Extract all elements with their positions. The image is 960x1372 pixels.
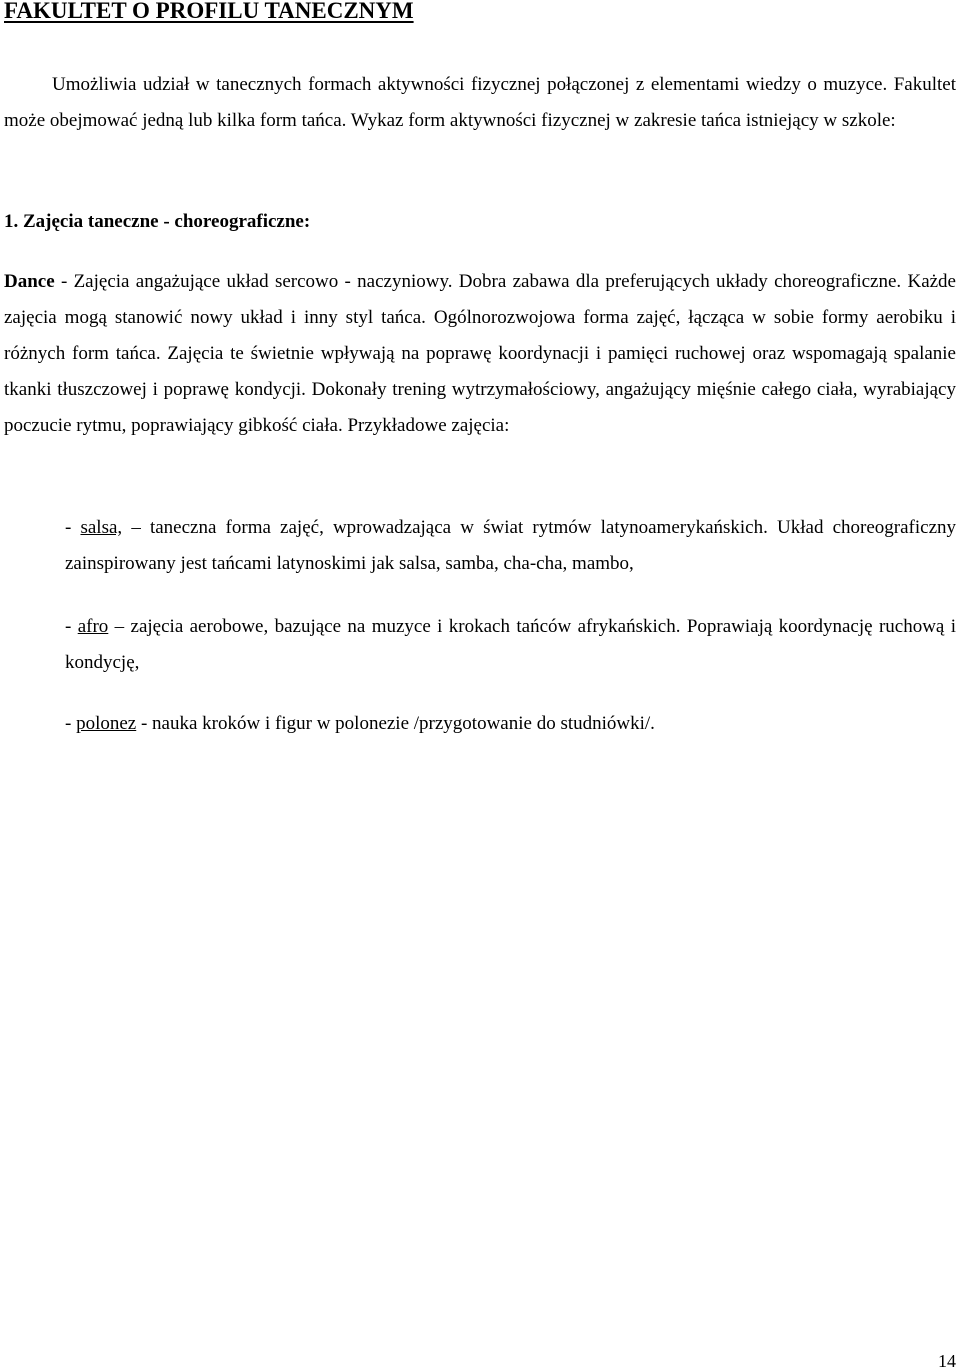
list-item-name: polonez xyxy=(76,713,137,734)
list-item-text: - nauka kroków i figur w polonezie /przygotowanie do studniówki/. xyxy=(136,713,655,734)
dance-paragraph xyxy=(4,264,956,444)
dance-term: Dance xyxy=(4,271,55,292)
list-item-text: – zajęcia aerobowe, bazujące na muzyce i krokach tańców afrykańskich. Poprawiają koordynację ruchową i kondycję, xyxy=(65,616,957,673)
section-heading: 1. Zajęcia taneczne - choreograficzne: xyxy=(4,211,311,232)
list-item-name: afro xyxy=(77,616,109,637)
list-item-afro xyxy=(65,609,956,681)
list-item-prefix: - xyxy=(65,713,77,734)
page-title: FAKULTET O PROFILU TANECZNYM xyxy=(4,0,414,23)
list-item-text: – taneczna forma zajęć, wprowadzająca w świat rytmów latynoamerykańskich. Układ choreograficzny zainspirowany jest tańcami latynoskimi jak salsa, samba, cha-cha, mambo, xyxy=(65,517,957,574)
list-item-salsa xyxy=(65,510,956,582)
page-number: 14 xyxy=(938,1351,956,1371)
list-item-prefix: - xyxy=(65,517,81,538)
list-item-name: salsa, xyxy=(80,517,123,538)
intro-paragraph: Umożliwia udział w tanecznych formach aktywności fizycznej połączonej z elementami wiedzy o muzyce. Fakultet może obejmować jedną lub kilka form tańca. Wykaz form aktywności fizycznej w zakresie tańca istniejący w szkole: xyxy=(4,74,956,131)
dance-description: - Zajęcia angażujące układ sercowo - naczyniowy. Dobra zabawa dla preferujących układy choreograficzne. Każde zajęcia mogą stanowić nowy układ i inny styl tańca. Ogólnorozwojowa forma zajęć, łącząca w sobie formy aerobiku i różnych form tańca. Zajęcia te świetnie wpływają na poprawę koordynacji i pamięci ruchowej oraz wspomagają spalanie tkanki tłuszczowej i poprawę kondycji. Dokonały trening wytrzymałościowy, angażujący mięśnie całego ciała, wyrabiający poczucie rytmu, poprawiający gibkość ciała. Przykładowe zajęcia: xyxy=(4,271,956,436)
list-item-prefix: - xyxy=(65,616,78,637)
list-item-polonez xyxy=(65,706,956,742)
